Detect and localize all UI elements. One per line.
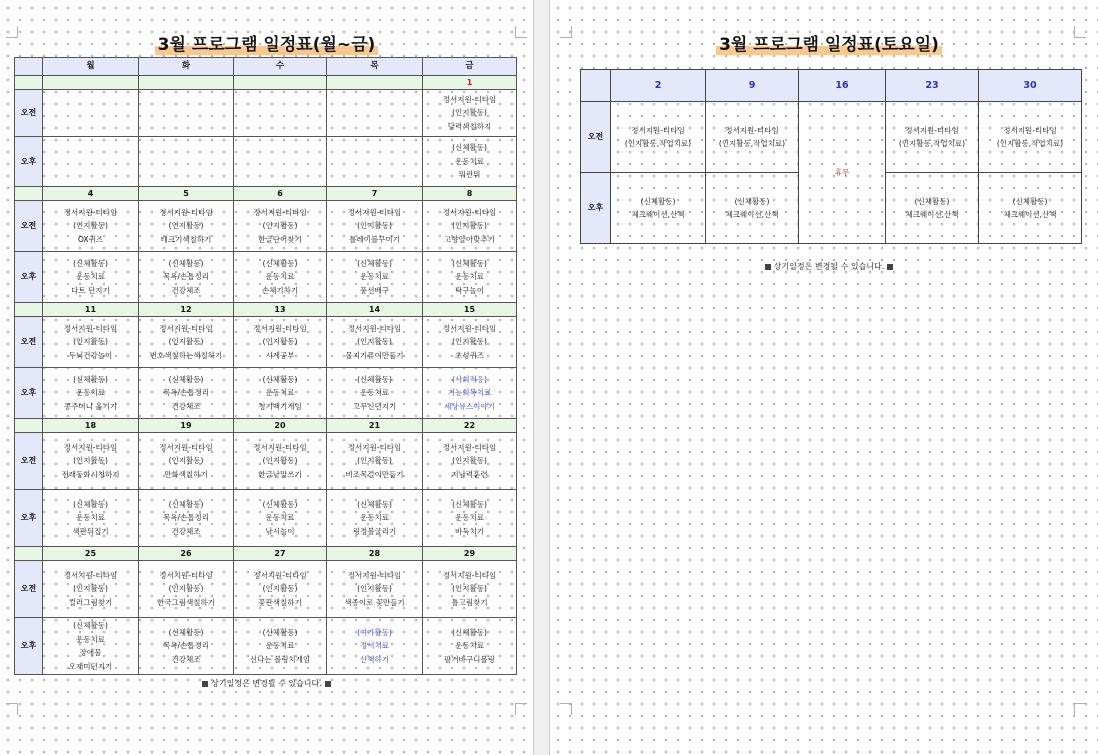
activity-line: 번호색칠하는색칠하기 — [149, 350, 223, 360]
activity-cell — [423, 368, 517, 419]
activity-line: (신체활동) — [452, 627, 487, 637]
row-label-am: 오전 — [581, 102, 611, 173]
activity-line: 운동치료 — [265, 641, 295, 651]
activity-cell — [327, 252, 423, 303]
activity-line: 운동치료 — [265, 272, 295, 282]
activity-cell — [43, 490, 139, 547]
row-label-am: 오전 — [15, 561, 43, 618]
date-cell — [43, 76, 139, 90]
header-date: 2 — [611, 70, 706, 102]
activity-cell — [139, 561, 234, 618]
activity-line: (인지활동) — [262, 337, 298, 347]
activity-line: 운동치료 — [76, 634, 105, 644]
crop-mark — [6, 703, 18, 715]
activity-line: (인지활동) — [262, 584, 298, 594]
activity-line: 정서지원-티타임 — [442, 323, 497, 333]
activity-cell — [139, 433, 234, 490]
activity-line: 정서치료 — [360, 641, 389, 651]
activity-line: 정서지원-티타임 — [253, 323, 307, 333]
activity-line: (신체활동) — [73, 621, 108, 630]
activity-cell — [327, 561, 423, 618]
schedule-notice: 상기일정은 변경될 수 있습니다. — [0, 678, 533, 689]
saturday-schedule-table — [580, 69, 1082, 244]
activity-line: 팔거바구니볼링 — [444, 654, 495, 664]
activity-line: (인지활동) — [73, 337, 108, 347]
activity-cell — [423, 433, 517, 490]
activity-line: 달력색칠하기 — [447, 121, 492, 131]
activity-line: OX퀴즈 — [77, 234, 104, 244]
date-cell: 4 — [43, 187, 139, 201]
activity-line: (신체활동) — [168, 627, 204, 637]
date-cell: 5 — [139, 187, 234, 201]
crop-mark — [560, 703, 572, 715]
activity-line: (신체활동) — [452, 258, 487, 268]
activity-line: 틀고림찾기 — [451, 597, 488, 607]
activity-line: (인지활동) — [357, 456, 392, 466]
weekday-schedule-table — [14, 57, 517, 675]
activity-line: 건강체조 — [171, 401, 201, 411]
activity-line: 운동치료 — [455, 156, 484, 166]
activity-cell — [327, 490, 423, 547]
activity-line: (신체활동) — [168, 258, 204, 268]
crop-mark — [515, 703, 527, 715]
activity-cell — [139, 618, 234, 675]
date-cell: 11 — [43, 303, 139, 317]
activity-line: (인지활동) — [168, 337, 204, 347]
activity-cell — [43, 317, 139, 368]
activity-line: 운동치료 — [455, 641, 484, 651]
activity-line: 정서지원-티타임 — [159, 207, 213, 217]
activity-line: 건강체조 — [171, 526, 201, 536]
date-cell: 27 — [234, 547, 327, 561]
activity-cell — [423, 317, 517, 368]
activity-cell — [43, 201, 139, 252]
activity-line: 운동치료 — [265, 513, 295, 523]
activity-line: (신체활동) — [168, 374, 204, 384]
date-row-label — [15, 303, 43, 317]
activity-cell — [423, 137, 517, 187]
date-cell: 29 — [423, 547, 517, 561]
date-cell: 1 — [423, 76, 517, 90]
activity-line: 낚시놀이 — [265, 526, 295, 536]
header-date: 30 — [979, 70, 1082, 102]
square-bullet-icon — [887, 264, 893, 270]
activity-line: 정서지원-티타임 — [347, 207, 402, 217]
activity-line: 고무신던지기 — [352, 401, 397, 411]
activity-line: 운동치료 — [455, 513, 484, 523]
activity-line: 다트 던지기 — [71, 285, 110, 295]
activity-line: 전래동화시청하기 — [61, 469, 120, 479]
activity-line: 운동치료 — [76, 388, 105, 398]
activity-line: 청기백기게임 — [258, 401, 302, 411]
activity-line: 풍선배구 — [360, 285, 389, 295]
activity-line: 정서지원-티타임 — [63, 207, 118, 217]
row-label-am: 오전 — [15, 90, 43, 137]
activity-line: 물지기퓨이만들기 — [345, 350, 404, 360]
activity-cell: (신체활동) 체크웨이선,산책 — [979, 173, 1082, 244]
activity-line: (신체활동) — [262, 499, 298, 509]
activity-line: (인지활동) — [168, 584, 204, 594]
activity-line: 정서지원-티타임 — [253, 442, 307, 452]
activity-line: (인지활동) — [452, 456, 487, 466]
activity-line: (여가활동) — [357, 627, 392, 637]
date-row — [15, 187, 517, 201]
activity-line: (인지활동) — [452, 108, 487, 118]
activity-line: 건강체조 — [171, 285, 201, 295]
activity-line: 링정볼굴리기 — [352, 526, 397, 536]
activity-line: (인지활동) — [168, 456, 204, 466]
date-cell: 22 — [423, 419, 517, 433]
row-label-pm: 오후 — [15, 490, 43, 547]
activity-cell — [139, 252, 234, 303]
corner-cell — [15, 58, 43, 76]
activity-line: 고향알아맞추기 — [444, 234, 495, 244]
crop-mark — [6, 26, 18, 38]
activity-line: 운동치료 — [265, 388, 295, 398]
document-page-1 — [0, 0, 533, 755]
activity-line: (신체활동) — [357, 374, 392, 384]
date-cell: 21 — [327, 419, 423, 433]
activity-cell — [139, 317, 234, 368]
holiday-cell: 휴무 — [799, 102, 886, 244]
activity-line: 정서지원-티타임 — [159, 570, 213, 580]
date-cell: 13 — [234, 303, 327, 317]
activity-line: 틀레이블꾸미기 — [349, 234, 400, 244]
row-label-pm: 오후 — [581, 173, 611, 244]
activity-line: 산책하기 — [360, 654, 389, 664]
header-tue: 화 — [139, 58, 234, 76]
activity-line: 운동치료 — [360, 513, 389, 523]
activity-line: (신체활동) — [262, 627, 298, 637]
activity-line: (인지활동) — [452, 221, 487, 231]
row-label-pm: 오후 — [15, 252, 43, 303]
activity-line: 두뇌건강놀이 — [68, 350, 113, 360]
activity-line: 운동치료 — [455, 272, 484, 282]
activity-cell: 정서지원-티타임 (인지활동,작업치료) — [611, 102, 706, 173]
activity-line: (사회적응) — [452, 374, 487, 384]
activity-line: (인지활동) — [357, 221, 392, 231]
activity-line: 초성퀴즈 — [455, 350, 484, 360]
activity-cell — [327, 368, 423, 419]
row-label-pm: 오후 — [15, 618, 43, 675]
date-cell: 6 — [234, 187, 327, 201]
activity-line: 세상뉴스이야기 — [444, 401, 495, 411]
activity-line: 운동치료 — [76, 272, 105, 282]
crop-mark — [1074, 703, 1086, 715]
activity-line: (신체활동) — [168, 499, 204, 509]
activity-line: 비즈목걸이만들기 — [345, 469, 404, 479]
activity-line: (인지활동) — [452, 337, 487, 347]
date-cell: 8 — [423, 187, 517, 201]
date-cell — [327, 76, 423, 90]
activity-line: 운동치료 — [360, 272, 389, 282]
activity-cell — [139, 368, 234, 419]
activity-cell — [234, 317, 327, 368]
square-bullet-icon — [325, 681, 331, 687]
activity-line: (인지활동) — [168, 221, 204, 231]
row-label-pm: 오후 — [15, 137, 43, 187]
activity-line: 운동치료 — [360, 388, 389, 398]
activity-line: 탁구놀이 — [455, 285, 484, 295]
activity-line: 한글단어찾기 — [258, 234, 302, 244]
activity-line: (신체활동) — [262, 374, 298, 384]
row-label-pm: 오후 — [15, 368, 43, 419]
activity-line: 바둑치기 — [455, 526, 484, 536]
activity-line: 신나는 볼링치게임 — [249, 654, 311, 664]
header-date: 16 — [799, 70, 886, 102]
activity-cell — [327, 317, 423, 368]
activity-cell — [234, 561, 327, 618]
activity-cell — [234, 252, 327, 303]
activity-cell — [139, 137, 234, 187]
activity-cell — [234, 137, 327, 187]
activity-cell — [423, 201, 517, 252]
date-cell: 12 — [139, 303, 234, 317]
schedule-notice: 상기일정은 변경될 수 있습니다. — [550, 261, 1098, 272]
activity-line: 꽃판색칠하기 — [258, 597, 302, 607]
activity-line: (인지활동) — [452, 584, 487, 594]
activity-line: (신체활동) — [73, 258, 108, 268]
activity-cell — [327, 201, 423, 252]
activity-cell: 정서지원-티타임 (인지활동,작업치료) — [886, 102, 979, 173]
row-label-am: 오전 — [15, 201, 43, 252]
activity-line: 정서지원-티타임 — [442, 207, 497, 217]
activity-cell — [139, 90, 234, 137]
activity-cell — [423, 490, 517, 547]
activity-line: (신체활동) — [357, 258, 392, 268]
activity-cell — [43, 618, 139, 675]
activity-line: (인지활동) — [73, 456, 108, 466]
activity-cell: (신체활동) 체크웨이선,산책 — [611, 173, 706, 244]
date-cell: 18 — [43, 419, 139, 433]
corner-cell — [581, 70, 611, 102]
activity-line: 만화색칠하기 — [164, 469, 208, 479]
page-title: 3월 프로그램 일정표(토요일) — [550, 30, 1098, 55]
date-row-label — [15, 547, 43, 561]
activity-line: 손체기차기 — [261, 285, 299, 295]
activity-cell: (신체활동) 체크웨이선,산책 — [886, 173, 979, 244]
activity-line: (신체활동) — [262, 258, 298, 268]
activity-cell — [234, 368, 327, 419]
activity-cell — [43, 90, 139, 137]
activity-cell — [43, 368, 139, 419]
activity-line: 정서지원-티타임 — [442, 442, 497, 452]
activity-line: 정서지원-티타임 — [63, 442, 118, 452]
activity-line: 정서지원-티타임 — [347, 570, 402, 580]
date-cell — [234, 76, 327, 90]
activity-cell: 정서지원-티타임 (인지활동,작업치료) — [706, 102, 799, 173]
header-date: 9 — [706, 70, 799, 102]
date-cell: 14 — [327, 303, 423, 317]
activity-line: (인지활동) — [357, 584, 392, 594]
row-label-am: 오전 — [15, 433, 43, 490]
activity-cell — [43, 137, 139, 187]
header-mon: 월 — [43, 58, 139, 76]
activity-cell — [234, 618, 327, 675]
activity-cell — [327, 137, 423, 187]
activity-line: 정서지원-티타임 — [63, 323, 118, 333]
activity-line: (신체활동) — [452, 143, 487, 153]
header-thu: 목 — [327, 58, 423, 76]
date-cell: 7 — [327, 187, 423, 201]
activity-cell — [423, 90, 517, 137]
activity-line: (신체활동) — [73, 499, 108, 509]
activity-line: 지남력훈련 — [451, 469, 488, 479]
date-cell: 28 — [327, 547, 423, 561]
activity-line: 정서지원-티타임 — [347, 442, 402, 452]
activity-line: 정서지원-티타임 — [347, 323, 402, 333]
date-row — [15, 303, 517, 317]
date-row — [15, 76, 517, 90]
activity-line: (신체활동) — [357, 499, 392, 509]
activity-cell — [327, 433, 423, 490]
activity-line: (인지활동) — [262, 456, 298, 466]
activity-line: (신체활동) — [452, 499, 487, 509]
activity-line: 색종이로 꽃만들기 — [344, 597, 405, 607]
square-bullet-icon — [765, 264, 771, 270]
activity-line: (인지활동) — [262, 221, 298, 231]
activity-cell — [43, 561, 139, 618]
activity-line: 기능회복치료 — [447, 388, 492, 398]
activity-line: 컬러그림찾기 — [68, 597, 113, 607]
activity-line: 건강체조 — [171, 654, 201, 664]
activity-cell — [327, 90, 423, 137]
activity-cell — [327, 618, 423, 675]
activity-line: 정서지원-티타임 — [159, 323, 213, 333]
activity-line: 콩주머니 옮기기 — [63, 401, 118, 411]
date-cell: 25 — [43, 547, 139, 561]
crop-mark — [560, 26, 572, 38]
activity-line: 정서지원-티타임 — [63, 570, 118, 580]
date-row — [15, 547, 517, 561]
header-fri: 금 — [423, 58, 517, 76]
activity-cell — [43, 433, 139, 490]
activity-cell — [423, 561, 517, 618]
activity-cell — [423, 618, 517, 675]
activity-line: 정서지원-티타임 — [442, 94, 497, 104]
activity-line: 정서지원-티타임 — [159, 442, 213, 452]
activity-line: (인지활동) — [73, 221, 108, 231]
page-gutter — [533, 0, 550, 755]
date-row-label — [15, 76, 43, 90]
activity-line: 색판뒤집기 — [72, 526, 109, 536]
date-cell: 19 — [139, 419, 234, 433]
activity-line: 정서지원-티타임 — [253, 207, 307, 217]
activity-line: 목욕/손톱정리 — [163, 641, 209, 651]
activity-cell — [234, 490, 327, 547]
activity-line: (인지활동) — [357, 337, 392, 347]
square-bullet-icon — [202, 681, 208, 687]
date-row-label — [15, 419, 43, 433]
activity-line: 한국그림색칠하기 — [157, 597, 215, 607]
activity-line: 운동치료 — [76, 513, 105, 523]
document-page-2 — [550, 0, 1098, 755]
header-wed: 수 — [234, 58, 327, 76]
activity-line: 정서지원-티타임 — [253, 570, 307, 580]
page-title: 3월 프로그램 일정표(월~금) — [0, 30, 533, 55]
date-cell: 15 — [423, 303, 517, 317]
activity-line: 시계공부 — [265, 350, 295, 360]
activity-cell — [234, 433, 327, 490]
activity-line: 장애물 — [79, 648, 102, 657]
activity-cell — [423, 252, 517, 303]
activity-line: 목욕/손톱정리 — [163, 272, 209, 282]
date-cell: 20 — [234, 419, 327, 433]
crop-mark — [1074, 26, 1086, 38]
activity-line: 정서지원-티타임 — [442, 570, 497, 580]
crop-mark — [515, 26, 527, 38]
activity-line: 목욕/손톱정리 — [163, 388, 209, 398]
date-cell — [139, 76, 234, 90]
date-row-label — [15, 187, 43, 201]
activity-cell — [43, 252, 139, 303]
activity-line: 한글낱말쓰기 — [258, 469, 302, 479]
activity-line: (신체활동) — [73, 374, 108, 384]
activity-cell — [139, 201, 234, 252]
activity-line: 테크기색칠하기 — [160, 234, 212, 244]
activity-cell — [234, 90, 327, 137]
header-date: 23 — [886, 70, 979, 102]
activity-cell — [234, 201, 327, 252]
date-cell: 26 — [139, 547, 234, 561]
activity-cell — [139, 490, 234, 547]
activity-cell: 정서지원-티타임 (인지활동,작업치료) — [979, 102, 1082, 173]
activity-line: (인지활동) — [73, 584, 108, 594]
activity-line: 오재미던지기 — [68, 661, 113, 671]
date-row — [15, 419, 517, 433]
activity-line: 목욕/손톱정리 — [163, 513, 209, 523]
row-label-am: 오전 — [15, 317, 43, 368]
activity-line: 뭐런뭐 — [458, 170, 481, 180]
activity-cell: (신체활동) 체크웨이선,산책 — [706, 173, 799, 244]
